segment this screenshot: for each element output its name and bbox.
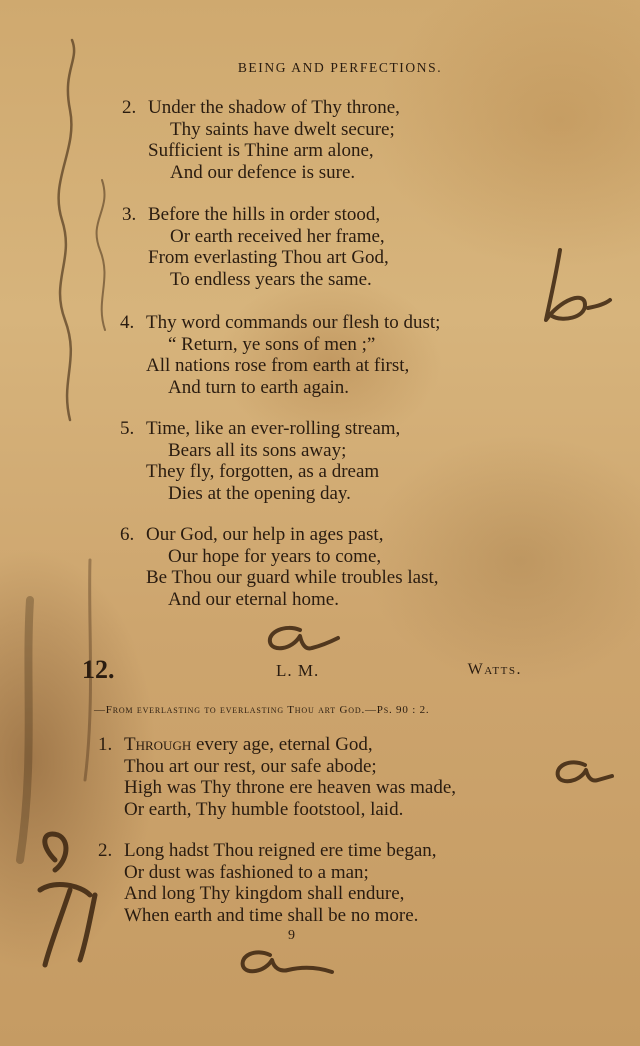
verse-line: And long Thy kingdom shall endure,: [124, 883, 405, 904]
verse-line: every age, eternal God,: [191, 734, 373, 755]
verse-number: 4.: [120, 312, 135, 333]
verse-line: Our hope for years to come,: [168, 545, 382, 567]
drop-word: Through: [124, 734, 192, 755]
verse-number: 1.: [98, 734, 113, 755]
verse-line: Our God, our help in ages past,: [146, 524, 384, 545]
verse-number: 2.: [122, 97, 137, 118]
margin-scrawl-right: [97, 180, 105, 330]
verse-line: Or earth, Thy humble footstool, laid.: [124, 798, 404, 820]
verse-line: When earth and time shall be no more.: [124, 904, 419, 926]
verse-line: And our eternal home.: [168, 588, 339, 610]
hymn-meter: L. M.: [276, 661, 320, 680]
verse-line: Sufficient is Thine arm alone,: [148, 140, 374, 161]
margin-vertical-smear-2: [85, 560, 91, 780]
margin-loop-mark: [45, 834, 66, 870]
verse-line: Bears all its sons away;: [168, 439, 347, 461]
verse-line: And our defence is sure.: [170, 161, 356, 183]
margin-figure-mark: [40, 885, 95, 965]
page-number: 9: [288, 928, 295, 943]
verse-line: Or earth received her frame,: [170, 225, 385, 247]
letter-b-mark: [546, 250, 610, 320]
verse-line: “ Return, ye sons of men ;”: [168, 333, 376, 355]
verse-line: Under the shadow of Thy throne,: [148, 97, 400, 118]
verse-line: Or dust was fashioned to a man;: [124, 861, 369, 883]
hymn-number: 12.: [82, 655, 115, 684]
verse-line: Before the hills in order stood,: [148, 204, 381, 225]
verse-number: 3.: [122, 204, 137, 225]
verse-line: Time, like an ever-rolling stream,: [146, 418, 401, 439]
margin-scrawl-left: [59, 40, 75, 420]
running-head: BEING AND PERFECTIONS.: [237, 60, 443, 75]
hymn-epigraph: —From everlasting to everlasting Thou art God.—Ps. 90 : 2.: [94, 704, 430, 716]
verse-number: 5.: [120, 418, 135, 439]
verse-line: From everlasting Thou art God,: [148, 247, 389, 268]
verse-line: Be Thou our guard while troubles last,: [146, 567, 439, 588]
verse-line: High was Thy throne ere heaven was made,: [124, 777, 457, 798]
verse-line: All nations rose from earth at first,: [146, 355, 410, 376]
letter-a-mark-2: [558, 762, 612, 781]
verse-number: 2.: [98, 840, 113, 861]
hymn-author: Watts.: [467, 661, 522, 678]
margin-vertical-smear: [20, 600, 30, 860]
verse-number: 6.: [120, 524, 135, 545]
verse-line: Long hadst Thou reigned ere time began,: [124, 840, 437, 861]
verse-line: Thou art our rest, our safe abode;: [124, 755, 377, 777]
verse-line: Thy saints have dwelt secure;: [170, 118, 395, 140]
verse-line: They fly, forgotten, as a dream: [146, 461, 380, 482]
letter-a-mark-3: [243, 952, 332, 972]
verse-line: Dies at the opening day.: [168, 482, 351, 504]
verse-line: To endless years the same.: [170, 268, 372, 290]
letter-a-mark-1: [270, 628, 338, 649]
verse-line: Thy word commands our flesh to dust;: [146, 312, 441, 333]
verse-line: And turn to earth again.: [168, 376, 349, 398]
